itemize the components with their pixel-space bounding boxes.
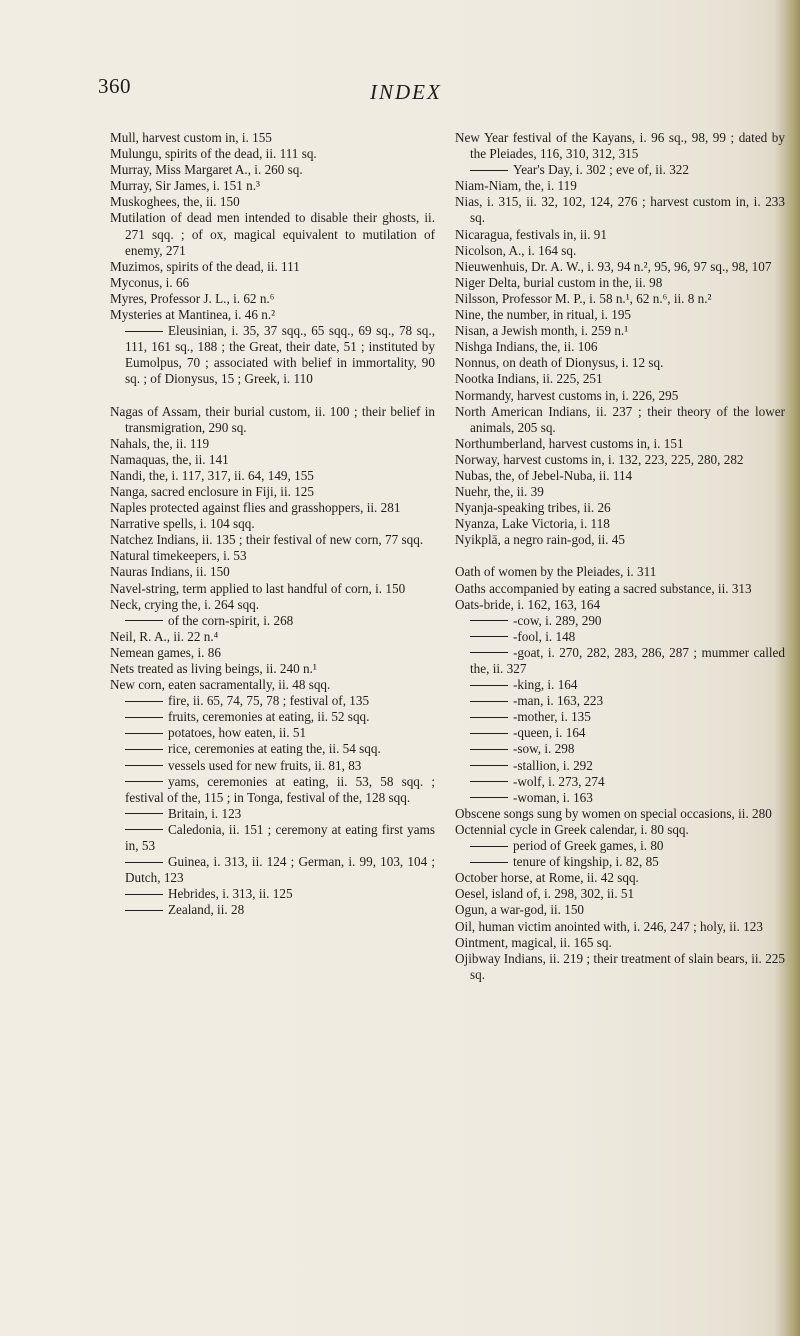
ditto-dash xyxy=(470,797,508,798)
entry-text: -king, i. 164 xyxy=(513,677,578,693)
index-entry xyxy=(110,194,435,210)
index-group-n xyxy=(110,404,435,919)
index-entry xyxy=(455,404,785,436)
index-subentry xyxy=(110,822,435,854)
ditto-dash xyxy=(470,781,508,782)
ditto-dash xyxy=(125,717,163,718)
entry-text: Octennial cycle in Greek calendar, i. 80 sqq. xyxy=(455,821,689,837)
index-subentry xyxy=(110,886,435,902)
index-entry xyxy=(455,806,785,822)
entry-text: Narrative spells, i. 104 sqq. xyxy=(110,516,255,532)
entry-text: Mutilation of dead men intended to disable their ghosts, ii. 271 sqq. ; of ox, magical equivalent to mutilation of enemy, 271 xyxy=(110,210,435,258)
index-entry xyxy=(455,355,785,371)
ditto-dash xyxy=(125,894,163,895)
entry-text: Nanga, sacred enclosure in Fiji, ii. 125 xyxy=(110,483,314,499)
entry-text: Nandi, the, i. 117, 317, ii. 64, 149, 155 xyxy=(110,467,314,483)
entry-text: yams, ceremonies at eating, ii. 53, 58 sqq. ; festival of the, 115 ; in Tonga, festival of the, 128 sqq. xyxy=(125,773,435,805)
index-entry xyxy=(110,629,435,645)
entry-text: Nemean games, i. 86 xyxy=(110,644,221,660)
entry-text: New Year festival of the Kayans, i. 96 sq., 98, 99 ; dated by the Pleiades, 116, 310, 312, 315 xyxy=(455,130,785,162)
index-entry xyxy=(110,210,435,258)
index-subentry xyxy=(455,162,785,178)
ditto-dash xyxy=(470,652,508,653)
index-entry xyxy=(455,371,785,387)
entry-text: -fool, i. 148 xyxy=(513,628,576,644)
entry-text: tenure of kingship, i. 82, 85 xyxy=(513,854,659,870)
index-entry xyxy=(110,452,435,468)
index-entry xyxy=(110,484,435,500)
index-entry xyxy=(110,436,435,452)
ditto-dash xyxy=(470,701,508,702)
running-head: INDEX xyxy=(370,80,442,104)
ditto-dash xyxy=(470,846,508,847)
index-entry xyxy=(455,935,785,951)
index-entry xyxy=(110,162,435,178)
index-subentry xyxy=(110,613,435,629)
index-entry xyxy=(110,275,435,291)
index-entry xyxy=(455,919,785,935)
entry-text: Niger Delta, burial custom in the, ii. 98 xyxy=(455,274,663,290)
ditto-dash xyxy=(470,862,508,863)
index-entry xyxy=(455,581,785,597)
entry-text: -queen, i. 164 xyxy=(513,725,586,741)
index-subentry xyxy=(110,774,435,806)
index-entry xyxy=(110,581,435,597)
index-subentry xyxy=(455,774,785,790)
entry-text: Nilsson, Professor M. P., i. 58 n.¹, 62 n.⁶, ii. 8 n.² xyxy=(455,290,712,306)
group-gap xyxy=(110,388,435,404)
index-entry xyxy=(455,452,785,468)
index-subentry xyxy=(455,645,785,677)
entry-text: Oil, human victim anointed with, i. 246, 247 ; holy, ii. 123 xyxy=(455,918,763,934)
entry-text: Navel-string, term applied to last handful of corn, i. 150 xyxy=(110,580,406,596)
entry-text: -cow, i. 289, 290 xyxy=(513,612,602,628)
entry-text: Ointment, magical, ii. 165 sq. xyxy=(455,934,612,950)
entry-text: North American Indians, ii. 237 ; their theory of the lower animals, 205 sq. xyxy=(455,403,785,435)
index-entry xyxy=(455,516,785,532)
entry-text: Mull, harvest custom in, i. 155 xyxy=(110,130,272,145)
entry-text: Nyanza, Lake Victoria, i. 118 xyxy=(455,516,610,532)
index-group-m xyxy=(110,130,435,388)
entry-text: Oath of women by the Pleiades, i. 311 xyxy=(455,564,657,580)
entry-text: Nieuwenhuis, Dr. A. W., i. 93, 94 n.², 95, 96, 97 sq., 98, 107 xyxy=(455,258,772,274)
index-entry xyxy=(110,661,435,677)
entry-text: -mother, i. 135 xyxy=(513,709,591,725)
ditto-dash xyxy=(470,733,508,734)
entry-text: -goat, i. 270, 282, 283, 286, 287 ; mummer called the, ii. 327 xyxy=(470,644,785,676)
ditto-dash xyxy=(470,749,508,750)
ditto-dash xyxy=(125,765,163,766)
entry-text: Nisan, a Jewish month, i. 259 n.¹ xyxy=(455,323,629,339)
entry-text: Nias, i. 315, ii. 32, 102, 124, 276 ; harvest custom in, i. 233 sq. xyxy=(455,194,785,226)
entry-text: Oaths accompanied by eating a sacred substance, ii. 313 xyxy=(455,580,752,596)
index-subentry xyxy=(110,323,435,387)
entry-text: Nauras Indians, ii. 150 xyxy=(110,564,230,580)
ditto-dash xyxy=(125,701,163,702)
entry-text: Nicaragua, festivals in, ii. 91 xyxy=(455,226,607,242)
index-entry xyxy=(455,275,785,291)
entry-text: vessels used for new fruits, ii. 81, 83 xyxy=(168,757,362,773)
entry-text: Eleusinian, i. 35, 37 sqq., 65 sqq., 69 sq., 78 sq., 111, 161 sq., 188 ; the Great, their date, 51 ; instituted by Eumolpus, 70 ; associated with belief in immortality, 90 sq. ; of Dionysus, 15 ; Greek, i. 110 xyxy=(125,323,435,387)
index-entry xyxy=(110,307,435,323)
index-subentry xyxy=(110,725,435,741)
entry-text: Nyanja-speaking tribes, ii. 26 xyxy=(455,500,611,516)
entry-text: Nuehr, the, ii. 39 xyxy=(455,484,544,500)
entry-text: potatoes, how eaten, ii. 51 xyxy=(168,725,307,741)
entry-text: Guinea, i. 313, ii. 124 ; German, i. 99, 103, 104 ; Dutch, 123 xyxy=(125,854,435,886)
index-entry xyxy=(455,468,785,484)
ditto-dash xyxy=(470,636,508,637)
index-entry xyxy=(455,323,785,339)
entry-text: Nahals, the, ii. 119 xyxy=(110,435,210,451)
ditto-dash xyxy=(125,910,163,911)
index-entry xyxy=(110,468,435,484)
entry-text: October horse, at Rome, ii. 42 sqq. xyxy=(455,870,639,886)
index-entry xyxy=(455,902,785,918)
index-entry xyxy=(455,243,785,259)
entry-text: Murray, Sir James, i. 151 n.³ xyxy=(110,178,260,194)
ditto-dash xyxy=(125,862,163,863)
entry-text: Nootka Indians, ii. 225, 251 xyxy=(455,371,603,387)
index-entry xyxy=(110,404,435,436)
entry-text: Neil, R. A., ii. 22 n.⁴ xyxy=(110,628,219,644)
index-entry xyxy=(455,227,785,243)
entry-text: Northumberland, harvest customs in, i. 151 xyxy=(455,435,684,451)
index-subentry xyxy=(455,838,785,854)
entry-text: Nubas, the, of Jebel-Nuba, ii. 114 xyxy=(455,467,633,483)
index-subentry xyxy=(455,725,785,741)
left-column xyxy=(110,130,435,919)
index-entry xyxy=(455,178,785,194)
index-subentry xyxy=(110,693,435,709)
entry-text: Myres, Professor J. L., i. 62 n.⁶ xyxy=(110,290,275,306)
index-subentry xyxy=(110,854,435,886)
entry-text: Nets treated as living beings, ii. 240 n.¹ xyxy=(110,661,317,676)
index-subentry xyxy=(455,693,785,709)
index-entry xyxy=(455,339,785,355)
index-entry xyxy=(110,178,435,194)
index-entry xyxy=(110,677,435,693)
entry-text: Mulungu, spirits of the dead, ii. 111 sq. xyxy=(110,146,317,162)
index-entry xyxy=(455,532,785,548)
entry-text: Namaquas, the, ii. 141 xyxy=(110,451,229,467)
index-entry xyxy=(455,291,785,307)
index-entry xyxy=(455,500,785,516)
index-subentry xyxy=(455,758,785,774)
entry-text: Nonnus, on death of Dionysus, i. 12 sq. xyxy=(455,355,664,371)
index-entry xyxy=(110,597,435,613)
entry-text: Nyikplā, a negro rain-god, ii. 45 xyxy=(455,532,625,548)
index-entry xyxy=(455,870,785,886)
index-entry xyxy=(455,951,785,983)
index-subentry xyxy=(455,613,785,629)
index-entry xyxy=(455,597,785,613)
ditto-dash xyxy=(125,749,163,750)
index-subentry xyxy=(110,741,435,757)
ditto-dash xyxy=(470,170,508,171)
right-column xyxy=(455,130,785,983)
entry-text: Mysteries at Mantinea, i. 46 n.² xyxy=(110,307,276,323)
ditto-dash xyxy=(125,829,163,830)
index-entry xyxy=(455,194,785,226)
index-entry xyxy=(110,516,435,532)
entry-text: -sow, i. 298 xyxy=(513,741,575,757)
index-entry xyxy=(110,564,435,580)
entry-text: Murray, Miss Margaret A., i. 260 sq. xyxy=(110,162,303,178)
ditto-dash xyxy=(125,813,163,814)
entry-text: Norway, harvest customs in, i. 132, 223, 225, 280, 282 xyxy=(455,451,744,467)
entry-text: fruits, ceremonies at eating, ii. 52 sqq. xyxy=(168,709,370,725)
entry-text: Normandy, harvest customs in, i. 226, 295 xyxy=(455,387,679,403)
entry-text: Caledonia, ii. 151 ; ceremony at eating first yams in, 53 xyxy=(125,821,435,854)
entry-text: Muzimos, spirits of the dead, ii. 111 xyxy=(110,258,300,274)
ditto-dash xyxy=(470,765,508,766)
index-group-n-continued xyxy=(455,130,785,548)
entry-text: -wolf, i. 273, 274 xyxy=(513,773,605,789)
entry-text: New corn, eaten sacramentally, ii. 48 sqq. xyxy=(110,677,331,693)
entry-text: Muskoghees, the, ii. 150 xyxy=(110,194,240,210)
index-group-o xyxy=(455,564,785,982)
entry-text: Ojibway Indians, ii. 219 ; their treatment of slain bears, ii. 225 sq. xyxy=(455,950,785,982)
ditto-dash xyxy=(470,685,508,686)
entry-text: Zealand, ii. 28 xyxy=(168,902,245,918)
entry-text: Hebrides, i. 313, ii. 125 xyxy=(168,886,293,902)
entry-text: rice, ceremonies at eating the, ii. 54 sqq. xyxy=(168,741,381,757)
index-entry xyxy=(455,484,785,500)
index-entry xyxy=(455,886,785,902)
entry-text: period of Greek games, i. 80 xyxy=(513,838,664,854)
index-entry xyxy=(455,388,785,404)
index-entry xyxy=(110,645,435,661)
ditto-dash xyxy=(470,717,508,718)
group-gap xyxy=(455,548,785,564)
entry-text: Nine, the number, in ritual, i. 195 xyxy=(455,307,632,323)
index-entry xyxy=(110,130,435,146)
entry-text: -man, i. 163, 223 xyxy=(513,693,604,709)
index-entry xyxy=(110,500,435,516)
entry-text: Nicolson, A., i. 164 sq. xyxy=(455,242,577,258)
ditto-dash xyxy=(125,331,163,332)
index-entry xyxy=(110,146,435,162)
index-entry xyxy=(110,259,435,275)
index-entry xyxy=(455,822,785,838)
ditto-dash xyxy=(125,781,163,782)
index-subentry xyxy=(110,806,435,822)
index-entry xyxy=(110,548,435,564)
entry-text: Niam-Niam, the, i. 119 xyxy=(455,178,577,194)
entry-text: of the corn-spirit, i. 268 xyxy=(168,612,294,628)
index-subentry xyxy=(455,741,785,757)
entry-text: Obscene songs sung by women on special occasions, ii. 280 xyxy=(455,805,772,821)
index-entry xyxy=(110,532,435,548)
index-subentry xyxy=(110,709,435,725)
entry-text: Ogun, a war-god, ii. 150 xyxy=(455,902,585,918)
index-subentry xyxy=(455,709,785,725)
index-entry xyxy=(455,436,785,452)
entry-text: -woman, i. 163 xyxy=(513,789,593,805)
entry-text: Oats-bride, i. 162, 163, 164 xyxy=(455,596,601,612)
index-subentry xyxy=(455,677,785,693)
index-subentry xyxy=(110,758,435,774)
entry-text: Nishga Indians, the, ii. 106 xyxy=(455,339,598,355)
entry-text: Oesel, island of, i. 298, 302, ii. 51 xyxy=(455,886,635,902)
index-subentry xyxy=(455,854,785,870)
entry-text: Neck, crying the, i. 264 sqq. xyxy=(110,596,260,612)
index-entry xyxy=(455,564,785,580)
page-number: 360 xyxy=(98,74,131,98)
index-entry xyxy=(455,307,785,323)
ditto-dash xyxy=(470,620,508,621)
index-entry xyxy=(455,259,785,275)
index-subentry xyxy=(455,790,785,806)
entry-text: Myconus, i. 66 xyxy=(110,274,190,290)
ditto-dash xyxy=(125,620,163,621)
index-entry xyxy=(455,130,785,162)
entry-text: Natchez Indians, ii. 135 ; their festival of new corn, 77 sqq. xyxy=(110,532,424,548)
index-subentry xyxy=(110,902,435,918)
entry-text: Year's Day, i. 302 ; eve of, ii. 322 xyxy=(513,162,689,178)
entry-text: -stallion, i. 292 xyxy=(513,757,593,773)
entry-text: fire, ii. 65, 74, 75, 78 ; festival of, 135 xyxy=(168,693,370,709)
ditto-dash xyxy=(125,733,163,734)
index-subentry xyxy=(455,629,785,645)
entry-text: Nagas of Assam, their burial custom, ii. 100 ; their belief in transmigration, 290 sq. xyxy=(110,403,435,435)
entry-text: Naples protected against flies and grasshoppers, ii. 281 xyxy=(110,500,401,516)
entry-text: Britain, i. 123 xyxy=(168,805,242,821)
index-entry xyxy=(110,291,435,307)
entry-text: Natural timekeepers, i. 53 xyxy=(110,548,247,564)
